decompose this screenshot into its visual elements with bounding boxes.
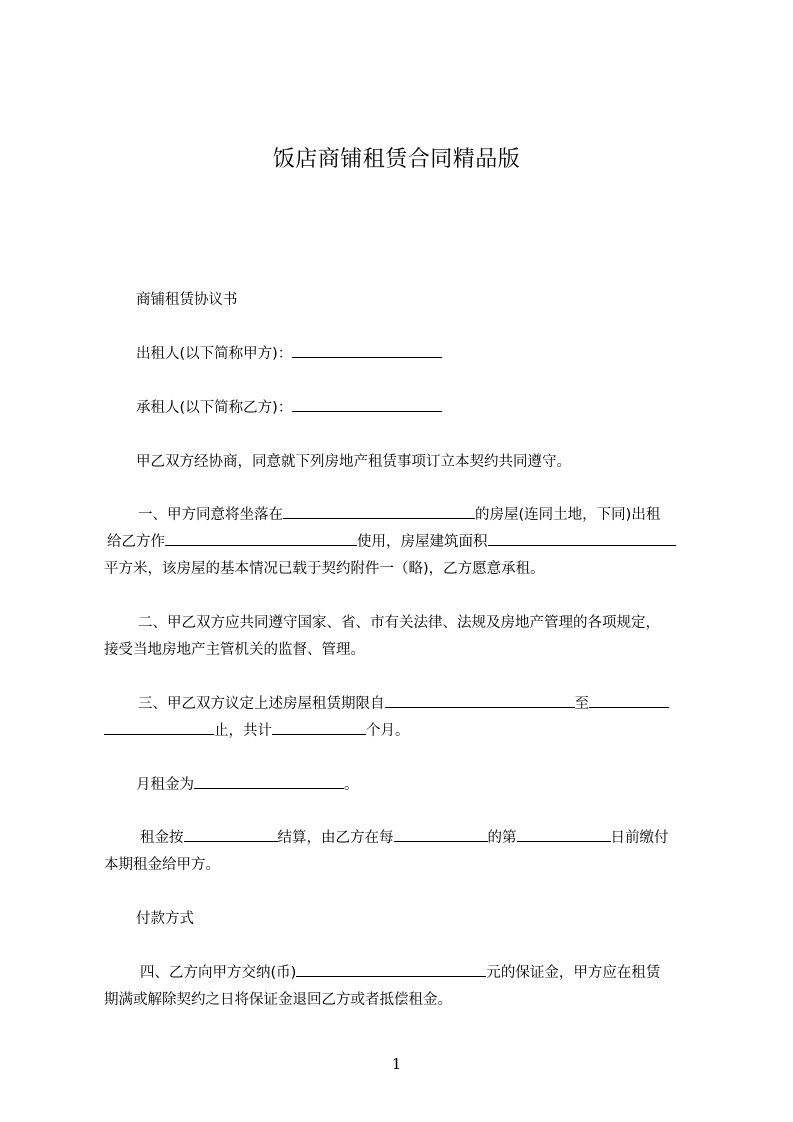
clause3-line1: 三、甲乙双方议定上述房屋租赁期限自 至 — [104, 688, 738, 721]
clause2-line2: 接受当地房地产主管机关的监督、管理。 — [104, 642, 365, 658]
clause2-line1: 二、甲乙双方应共同遵守国家、省、市有关法律、法规及房地产管理的各项规定， — [138, 615, 660, 631]
rent-blank[interactable] — [194, 774, 344, 789]
start-date-blank[interactable] — [385, 693, 575, 708]
agreement-heading: 商铺租赁协议书 — [136, 292, 238, 308]
pay-period-blank[interactable] — [394, 827, 488, 842]
end-date-blank-b[interactable] — [104, 720, 214, 735]
preamble: 甲乙双方经协商，同意就下列房地产租赁事项订立本契约共同遵守。 — [136, 454, 571, 470]
lessee-blank[interactable] — [292, 397, 442, 412]
page-number: 1 — [391, 1055, 402, 1073]
page-title: 饭店商铺租赁合同精品版 — [272, 147, 521, 172]
usage-blank[interactable] — [165, 531, 357, 546]
end-date-blank-a[interactable] — [589, 693, 669, 708]
clause4-line1: 四、乙方向甲方交纳(币) 元的保证金，甲方应在租赁 — [104, 957, 740, 990]
clause1-line3: 平方米，该房屋的基本情况已载于契约附件一（略)，乙方愿意承租。 — [104, 561, 545, 577]
clause1-line2: 给乙方作 使用，房屋建筑面积 — [104, 526, 707, 559]
area-blank[interactable] — [488, 531, 676, 546]
rent-line: 月租金为 。 — [104, 769, 736, 802]
months-blank[interactable] — [272, 720, 366, 735]
clause4-line2: 期满或解除契约之日将保证金退回乙方或者抵偿租金。 — [104, 992, 452, 1008]
deposit-blank[interactable] — [296, 962, 486, 977]
lessee-line: 承租人(以下简称乙方)： — [104, 392, 736, 425]
clause3-line2: 止，共计 个月。 — [104, 715, 704, 748]
clause1-line1: 一、甲方同意将坐落在 的房屋(连同土地，下同)出租 — [104, 499, 738, 532]
location-blank[interactable] — [283, 504, 475, 519]
rent-payment-line1: 租金按 结算，由乙方在每 的第 日前缴付 — [104, 822, 740, 855]
settlement-period-blank[interactable] — [184, 827, 278, 842]
pay-day-blank[interactable] — [517, 827, 611, 842]
lessor-line: 出租人(以下简称甲方)： — [104, 338, 736, 371]
lessor-blank[interactable] — [292, 343, 442, 358]
rent-payment-line2: 本期租金给甲方。 — [104, 857, 220, 873]
payment-method-heading: 付款方式 — [136, 911, 194, 927]
